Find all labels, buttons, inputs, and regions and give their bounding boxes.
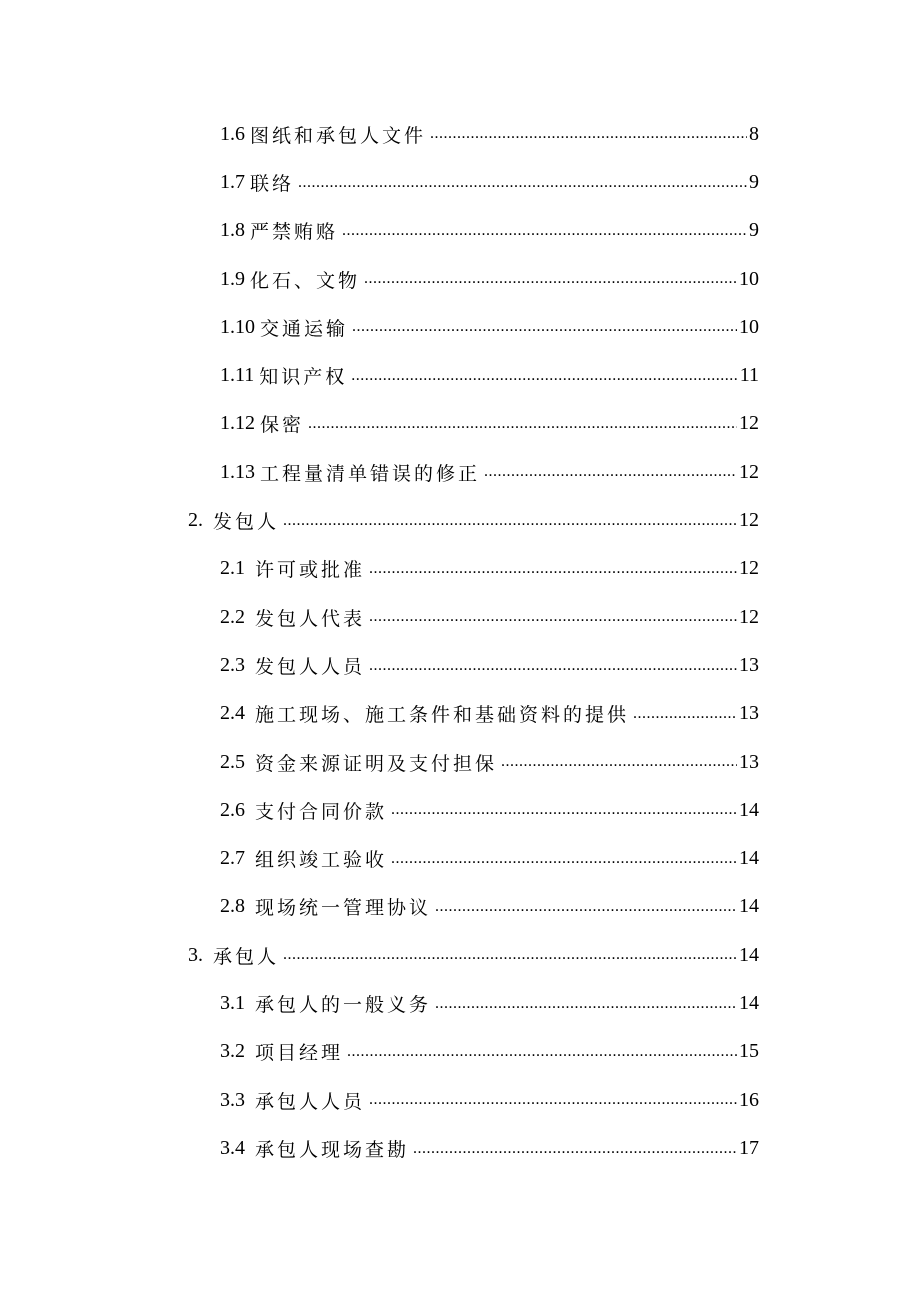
toc-entry-page-number: 14 — [739, 847, 759, 870]
toc-entry-number: 3. — [188, 943, 213, 966]
toc-entry-number: 2.6 — [220, 798, 255, 821]
toc-entry-page-number: 13 — [739, 750, 759, 773]
toc-entry-page-number: 12 — [739, 509, 759, 532]
toc-dot-leader — [391, 851, 737, 883]
toc-entry-title: 许可或批准 — [255, 559, 366, 582]
toc-dot-leader — [364, 271, 737, 303]
toc-entry-page-number: 12 — [739, 412, 759, 435]
toc-dot-leader — [391, 802, 737, 834]
toc-entry[interactable] — [0, 110, 920, 158]
toc-dot-leader — [413, 1141, 737, 1173]
toc-entry-number: 3.1 — [220, 991, 255, 1014]
toc-entry-title: 工程量清单错误的修正 — [260, 462, 481, 485]
toc-dot-leader — [308, 416, 737, 448]
toc-entry-title: 发包人 — [213, 511, 280, 534]
toc-entry-page-number: 15 — [739, 1040, 759, 1063]
toc-entry-number: 2.1 — [220, 557, 255, 580]
toc-entry-title: 发包人人员 — [255, 655, 366, 678]
toc-dot-leader — [633, 706, 737, 738]
toc-entry-title: 知识产权 — [259, 366, 348, 389]
toc-entry-number: 2.8 — [220, 895, 255, 918]
toc-entry-page-number: 12 — [739, 460, 759, 483]
toc-entry-page-number: 14 — [739, 798, 759, 821]
toc-dot-leader — [352, 319, 737, 351]
toc-entry-page-number: 13 — [739, 653, 759, 676]
toc-entry-title: 承包人 — [213, 945, 280, 968]
toc-entry[interactable] — [0, 496, 920, 544]
toc-entry-page-number: 17 — [739, 1136, 759, 1159]
toc-dot-leader — [484, 464, 737, 496]
toc-entry-title: 承包人的一般义务 — [255, 993, 432, 1016]
toc-entry[interactable] — [0, 158, 920, 206]
toc-entry-number: 1.7 — [220, 170, 250, 193]
toc-dot-leader — [435, 996, 737, 1028]
toc-entry-title: 承包人人员 — [255, 1090, 366, 1113]
toc-dot-leader — [342, 223, 747, 255]
toc-entry-title: 交通运输 — [260, 317, 349, 340]
toc-entry-title: 化石、文物 — [250, 269, 361, 292]
toc-entry-number: 1.13 — [220, 460, 260, 483]
toc-entry-title: 施工现场、施工条件和基础资料的提供 — [255, 704, 630, 727]
toc-entry-number: 1.9 — [220, 267, 250, 290]
toc-entry[interactable] — [0, 931, 920, 979]
toc-entry[interactable] — [0, 545, 920, 593]
toc-entry[interactable] — [0, 448, 920, 496]
toc-entry-title: 图纸和承包人文件 — [250, 124, 427, 147]
toc-entry[interactable] — [0, 1028, 920, 1076]
toc-entry-number: 2.5 — [220, 750, 255, 773]
toc-entry-number: 2.4 — [220, 702, 255, 725]
toc-entry-title: 严禁贿赂 — [250, 221, 339, 244]
toc-dot-leader — [430, 126, 747, 158]
toc-dot-leader — [283, 947, 737, 979]
toc-entry-title: 联络 — [250, 172, 295, 195]
toc-entry[interactable] — [0, 834, 920, 882]
toc-entry[interactable] — [0, 738, 920, 786]
toc-entry[interactable] — [0, 255, 920, 303]
toc-entry-page-number: 8 — [749, 122, 759, 145]
toc-entry-title: 现场统一管理协议 — [255, 897, 432, 920]
toc-entry[interactable] — [0, 786, 920, 834]
toc-entry-number: 2.7 — [220, 847, 255, 870]
toc-entry-page-number: 16 — [739, 1088, 759, 1111]
toc-dot-leader — [283, 513, 737, 545]
toc-entry-number: 3.3 — [220, 1088, 255, 1111]
toc-dot-leader — [369, 561, 737, 593]
toc-entry-title: 支付合同价款 — [255, 800, 388, 823]
table-of-contents — [0, 110, 920, 1173]
toc-entry-title: 承包人现场查勘 — [255, 1138, 410, 1161]
toc-entry[interactable] — [0, 690, 920, 738]
toc-entry-page-number: 9 — [749, 170, 759, 193]
toc-entry-page-number: 13 — [739, 702, 759, 725]
toc-entry[interactable] — [0, 593, 920, 641]
toc-entry-number: 3.2 — [220, 1040, 255, 1063]
toc-dot-leader — [369, 609, 737, 641]
toc-dot-leader — [435, 899, 737, 931]
toc-entry-page-number: 10 — [739, 315, 759, 338]
toc-dot-leader — [369, 1092, 737, 1124]
toc-dot-leader — [351, 368, 737, 400]
toc-entry-page-number: 14 — [739, 991, 759, 1014]
toc-entry-page-number: 12 — [739, 557, 759, 580]
toc-dot-leader — [298, 175, 747, 207]
toc-entry[interactable] — [0, 1124, 920, 1172]
toc-entry[interactable] — [0, 207, 920, 255]
toc-entry-number: 1.6 — [220, 122, 250, 145]
toc-entry-page-number: 12 — [739, 605, 759, 628]
toc-entry[interactable] — [0, 979, 920, 1027]
toc-entry-number: 1.11 — [220, 364, 260, 387]
toc-entry-title: 发包人代表 — [255, 607, 366, 630]
toc-entry-page-number: 14 — [739, 895, 759, 918]
toc-entry-number: 2.3 — [220, 653, 255, 676]
toc-entry-page-number: 10 — [739, 267, 759, 290]
toc-entry[interactable] — [0, 1076, 920, 1124]
toc-entry-title: 资金来源证明及支付担保 — [255, 752, 498, 775]
toc-entry-number: 1.12 — [220, 412, 260, 435]
toc-entry-number: 1.8 — [220, 219, 250, 242]
toc-entry[interactable] — [0, 400, 920, 448]
toc-entry-page-number: 14 — [739, 943, 759, 966]
toc-dot-leader — [347, 1044, 737, 1076]
toc-entry-number: 3.4 — [220, 1136, 255, 1159]
toc-entry-number: 1.10 — [220, 315, 260, 338]
toc-entry-title: 组织竣工验收 — [255, 849, 388, 872]
toc-entry[interactable] — [0, 641, 920, 689]
toc-entry[interactable] — [0, 351, 920, 399]
toc-dot-leader — [501, 754, 737, 786]
toc-entry[interactable] — [0, 303, 920, 351]
toc-entry-page-number: 9 — [749, 219, 759, 242]
toc-entry-title: 保密 — [260, 414, 305, 437]
toc-entry[interactable] — [0, 883, 920, 931]
toc-entry-number: 2.2 — [220, 605, 255, 628]
toc-entry-number: 2. — [188, 509, 213, 532]
toc-entry-title: 项目经理 — [255, 1042, 344, 1065]
toc-dot-leader — [369, 658, 737, 690]
toc-entry-page-number: 11 — [739, 364, 759, 387]
